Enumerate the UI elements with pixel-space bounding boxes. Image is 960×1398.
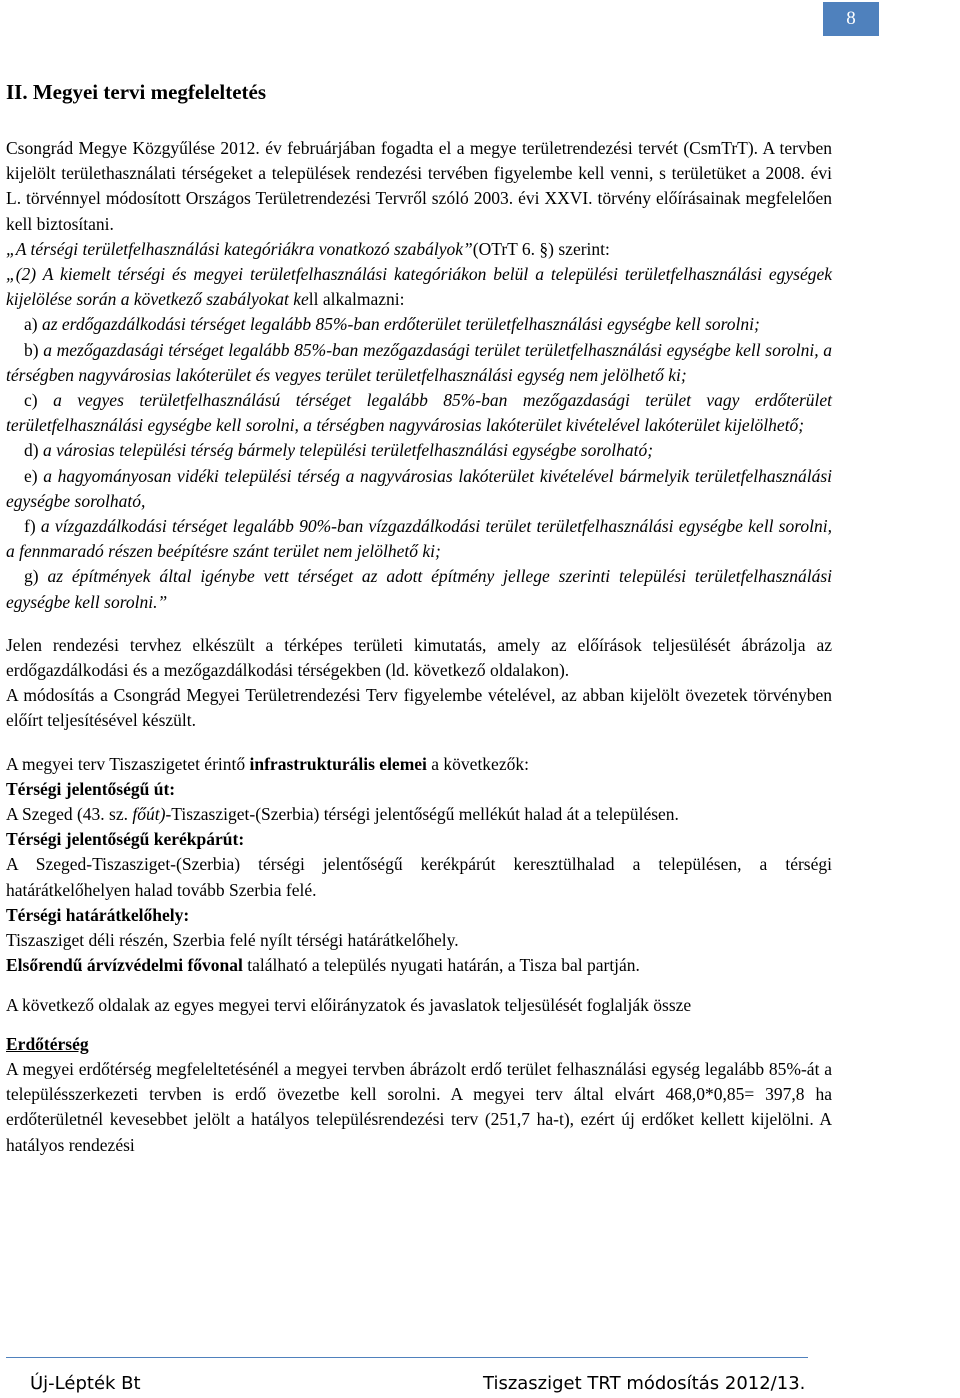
road-heading: Térségi jelentőségű út: <box>6 778 176 799</box>
rule-list <box>6 312 832 614</box>
intro-paragraph: Csongrád Megye Közgyűlése 2012. év februárjában fogadta el a megye területrendezési tervét (CsmTrT). A tervben kijelölt területhasználati térségeket a települések rendezési tervében figyelembe kell venni, s területüket a 2008. évi L. törvénnyel módosított Országos Területrendezési Tervről szóló 2003. évi XXVI. törvény előírásainak megfelelően kell biztosítani. <box>6 138 832 234</box>
infrastructure-intro: A megyei terv Tiszaszigetet érintő infrastrukturális elemei a következők: <box>6 753 529 774</box>
list-item: b) a mezőgazdasági térséget legalább 85%-ban mezőgazdasági terület területfelhasználási egységbe kell sorolni, a térségben nagyvárosias lakóterület és vegyes terület területfelhasználási egység nem jelölhető ki; <box>6 339 832 385</box>
list-item: c) a vegyes területfelhasználású térséget legalább 85%-ban mezőgazdasági terület vagy erdőterület területfelhasználási egységbe kell sorolni, a térségben nagyvárosias lakóterület kivételével lakóterület kijelölhető; <box>6 390 832 436</box>
flood-text: Elsőrendű árvízvédelmi fővonal található a település nyugati határán, a Tisza bal partján. <box>6 955 640 976</box>
road-text: A Szeged (43. sz. főút)-Tiszasziget-(Szerbia) térségi jelentőségű mellékút halad át a településen. <box>6 804 679 825</box>
border-heading: Térségi határátkelőhely: <box>6 904 190 925</box>
forest-text: A megyei erdőtérség megfeleltetésénél a megyei tervben ábrázolt erdő terület felhasználási egység legalább 85%-át a településszerkezeti tervben is erdő övezetbe kell sorolni. A megyei terv által elvárt 468,0*0,85= 397,8 ha erdőterületnél kevesebbet jelölt a hatályos településrendezési terv (251,7 ha-t), ezért új erdőket kellett kijelölni. A hatályos rendezési <box>6 1058 832 1155</box>
list-item: d) a városias települési térség bármely települési területfelhasználási egységbe sorolható; <box>24 440 654 461</box>
page-number: 8 <box>823 2 879 36</box>
quote-ref: (OTrT 6. §) szerint: <box>472 238 610 259</box>
quote-intro: „(2) A kiemelt térségi és megyei területfelhasználási kategóriákon belül a települési területfelhasználási egységek kijelölése során a következő szabályokat kell alkalmazni: <box>6 264 832 310</box>
list-item: f) a vízgazdálkodási térséget legalább 90%-ban vízgazdálkodási terület területfelhasználási egységbe kell sorolni, a fennmaradó részen beépítésre szánt terület nem jelölhető ki; <box>6 516 832 562</box>
footer-document-title: Tiszasziget TRT módosítás 2012/13. <box>483 1373 806 1394</box>
bike-text: A Szeged-Tiszasziget-(Szerbia) térségi jelentőségű kerékpárút keresztülhalad a településen, a térségi határátkelőhelyen halad tovább Szerbia felé. <box>6 854 832 900</box>
quote-heading <box>6 237 832 262</box>
list-item: e) a hagyományosan vidéki települési térség a nagyvárosias lakóterület kivételével bármelyik területfelhasználási egységbe sorolható, <box>6 465 832 511</box>
section-heading: II. Megyei tervi megfeleltetés <box>6 80 267 104</box>
quote-title: „A térségi területfelhasználási kategóriákra vonatkozó szabályok” <box>6 238 473 259</box>
summary-paragraph: A következő oldalak az egyes megyei tervi előirányzatok és javaslatok teljesülését foglalják össze <box>6 994 692 1015</box>
forest-heading: Erdőtérség <box>6 1033 89 1054</box>
footer-company: Új-Lépték Bt <box>30 1373 141 1394</box>
modification-paragraph: A módosítás a Csongrád Megyei Területrendezési Terv figyelembe vételével, az abban kijelölt övezetek törvényben előírt teljesítésével készült. <box>6 685 832 731</box>
footer-divider <box>6 1357 808 1358</box>
map-summary-paragraph: Jelen rendezési tervhez elkészült a térképes területi kimutatás, amely az előírások teljesülését ábrázolja az erdőgazdálkodási és a mezőgazdálkodási térségekben (ld. következő oldalakon). <box>6 634 832 681</box>
document-body <box>6 78 832 1158</box>
list-item: g) az építmények által igénybe vett térséget az adott építmény jellege szerinti települési területfelhasználási egységbe kell sorolni.” <box>6 566 833 612</box>
border-text: Tiszasziget déli részén, Szerbia felé nyílt térségi határátkelőhely. <box>6 930 459 951</box>
list-item: a) az erdőgazdálkodási térséget legalább 85%-ban erdőterület területfelhasználási egységbe kell sorolni; <box>24 314 760 335</box>
bike-heading: Térségi jelentőségű kerékpárút: <box>6 829 245 850</box>
